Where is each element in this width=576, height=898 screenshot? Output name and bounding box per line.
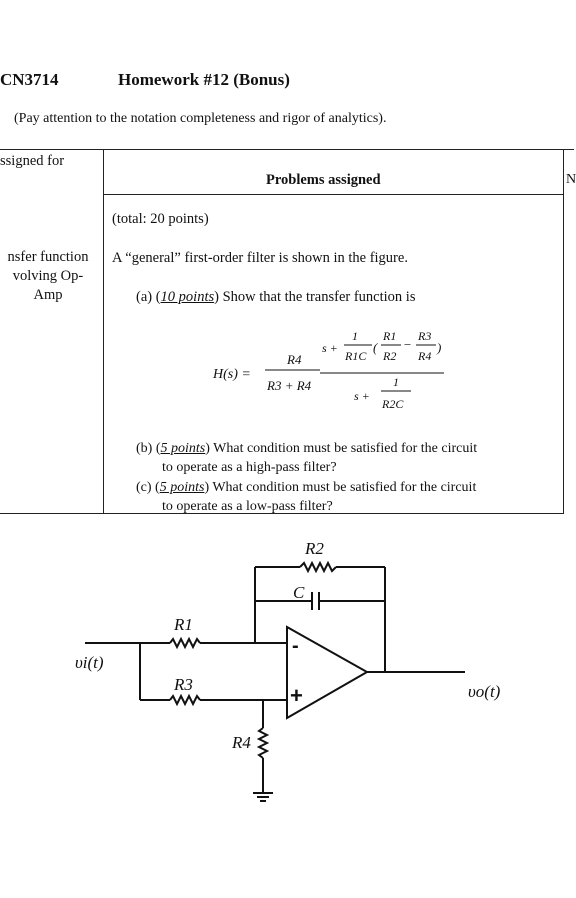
- problem-intro: A “general” first-order filter is shown in the figure.: [112, 250, 408, 266]
- r4-resistor: [259, 728, 267, 758]
- header-row-border: [103, 194, 564, 195]
- homework-title: Homework #12 (Bonus): [118, 70, 290, 89]
- clipped-column-header: N: [566, 172, 576, 187]
- gain-numerator: R4: [287, 352, 302, 367]
- open-paren: (: [373, 340, 378, 355]
- topic-line-1: nsfer function: [7, 249, 89, 265]
- gain-denominator: R3 + R4: [267, 378, 312, 393]
- topic-cell: [0, 248, 96, 305]
- inverting-sign: -: [292, 635, 299, 657]
- vin-label: υi(t): [75, 653, 104, 672]
- ratio-r1: R1: [383, 329, 397, 343]
- part-a: (a) (10 points) Show that the transfer function is: [136, 289, 416, 305]
- close-paren: ): [437, 340, 442, 355]
- assigned-header: ssigned for: [0, 153, 65, 169]
- r3-resistor: [170, 696, 200, 704]
- ratio-r2: R2: [383, 349, 397, 363]
- r3-label: R3: [174, 675, 193, 694]
- minus-sign: −: [403, 337, 412, 352]
- topic-line-2: volving Op-: [12, 268, 84, 284]
- header-note: (Pay attention to the notation completeness and rigor of analytics).: [14, 111, 387, 126]
- formula-lhs: H(s) =: [213, 367, 251, 382]
- r2-resistor: [300, 563, 336, 571]
- right-border: [563, 149, 564, 514]
- num-one: 1: [352, 329, 358, 343]
- c-label: C: [293, 583, 305, 602]
- ratio-r3: R3: [418, 329, 432, 343]
- noninverting-sign: +: [290, 683, 303, 708]
- total-points: (total: 20 points): [112, 211, 209, 227]
- r4-label: R4: [232, 733, 251, 752]
- topic-line-3: Amp: [33, 287, 63, 303]
- vout-label: υo(t): [468, 682, 501, 701]
- part-a-points: 10 points: [160, 289, 215, 305]
- den-r2c: R2C: [382, 397, 404, 411]
- num-s: s +: [322, 341, 338, 355]
- den-s: s +: [354, 389, 370, 403]
- op-amp: [287, 627, 367, 718]
- table-top-border: [0, 149, 574, 150]
- r1-label: R1: [174, 615, 193, 634]
- part-b: (b) (5 points) What condition must be satisfied for the circuit to operate as a high-pass filter?: [136, 441, 478, 475]
- problems-header: Problems assigned: [266, 172, 381, 188]
- num-r1c: R1C: [345, 349, 367, 363]
- part-c: (c) (5 points) What condition must be satisfied for the circuit to operate as a low-pass filter?: [136, 480, 477, 514]
- ratio-r4: R4: [418, 349, 432, 363]
- den-one: 1: [393, 375, 399, 389]
- r2-label: R2: [305, 539, 324, 558]
- r1-resistor: [170, 639, 200, 647]
- course-code: CN3714: [0, 70, 59, 89]
- part-c-points: 5 points: [159, 480, 205, 495]
- part-b-points: 5 points: [160, 441, 206, 456]
- column-divider: [103, 149, 104, 514]
